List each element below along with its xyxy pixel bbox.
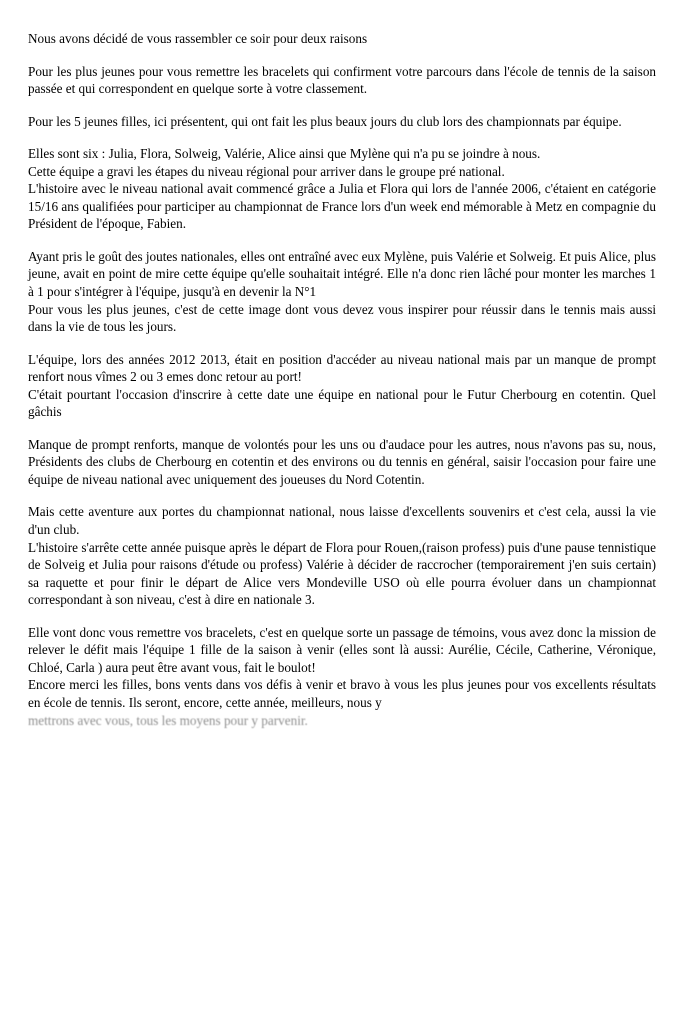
paragraph: Pour les plus jeunes pour vous remettre les bracelets qui confirment votre parcours dans l'école de tennis de la saison passée et qui correspondent en quelque sorte à votre classement. [28,63,656,97]
paragraph: Encore merci les filles, bons vents dans vos défis à venir et bravo à vous les plus jeunes pour vos excellents résultats en école de tennis. Ils seront, encore, cette année, meilleurs, nous y [28,677,656,710]
paragraph-spacer [28,488,656,503]
paragraph: Ayant pris le goût des joutes nationales, elles ont entraîné avec eux Mylène, puis Valérie et Solweig. Et puis Alice, plus jeune, avait en point de mire cette équipe qu'elle souhaitait intégré. Elle n'a donc rien lâché pour monter les marches 1 à 1 pour s'intégrer à l'équipe, jusqu'à en devenir la N°1 [28,248,656,300]
paragraph: Mais cette aventure aux portes du championnat national, nous laisse d'excellents souvenirs et c'est cela, aussi la vie d'un club. [28,504,656,538]
paragraph-spacer [28,130,656,145]
paragraph-spacer [28,421,656,436]
page-bottom-mask [0,1010,682,1024]
paragraph-spacer [28,233,656,248]
paragraph: L'histoire s'arrête cette année puisque après le départ de Flora pour Rouen,(raison profess) puis d'une pause tennistique de Solveig et Julia pour raisons d'étude ou profess) Valérie à décider de raccrocher (temporairement j'en suis certain) sa raquette et pour finir le départ de Alice vers Mondeville USO où elle pourra évoluer dans un championnat correspondant à son niveau, c'est à dire en nationale 3. [28,539,656,608]
paragraph-spacer [28,336,656,351]
paragraph: Nous avons décidé de vous rassembler ce soir pour deux raisons [28,31,368,46]
paragraph: Cette équipe a gravi les étapes du niveau régional pour arriver dans le groupe pré national. [28,163,505,179]
paragraph: C'était pourtant l'occasion d'inscrire à cette date une équipe en national pour le Futur Cherbourg en cotentin. Quel gâchis [28,386,656,420]
paragraph: Elles sont six : Julia, Flora, Solweig, Valérie, Alice ainsi que Mylène qui n'a pu se joindre à nous. [28,146,541,162]
paragraph: Pour vous les plus jeunes, c'est de cette image dont vous devez vous inspirer pour réussir dans le tennis mais aussi dans la vie de tous les jours. [28,301,656,335]
paragraph: L'équipe, lors des années 2012 2013, était en position d'accéder au niveau national mais par un manque de prompt renfort nous vîmes 2 ou 3 emes donc retour au port! [28,351,656,385]
paragraph-spacer [28,48,656,63]
paragraph-clipped: mettrons avec vous, tous les moyens pour y parvenir. [28,712,308,728]
paragraph-spacer [28,609,656,624]
paragraph: Elle vont donc vous remettre vos bracelets, c'est en quelque sorte un passage de témoins, vous avez donc la mission de relever le défit mais l'équipe 1 fille de la saison à venir (elles sont là aussi: Aurélie, Cécile, Catherine, Véronique, Chloé, Carla ) aura peut être avant vous, fait le boulot! [28,624,656,675]
paragraph-spacer [28,98,656,113]
paragraph: Manque de prompt renforts, manque de volontés pour les uns ou d'audace pour les autres, nous n'avons pas su, nous, Présidents des clubs de Cherbourg en cotentin et des environs ou du tennis en général, saisir l'occasion pour faire une équipe de niveau national avec uniquement des joueuses du Nord Cotentin. [28,436,656,487]
paragraph: Pour les 5 jeunes filles, ici présentent, qui ont fait les plus beaux jours du club lors des championnats par équipe. [28,113,622,129]
document-body [28,30,656,729]
paragraph: L'histoire avec le niveau national avait commencé grâce a Julia et Flora qui lors de l'année 2006, c'étaient en catégorie 15/16 ans qualifiées pour participer au championnat de France lors d'un week end mémorable à Metz en compagnie du Président de l'époque, Fabien. [28,181,656,232]
